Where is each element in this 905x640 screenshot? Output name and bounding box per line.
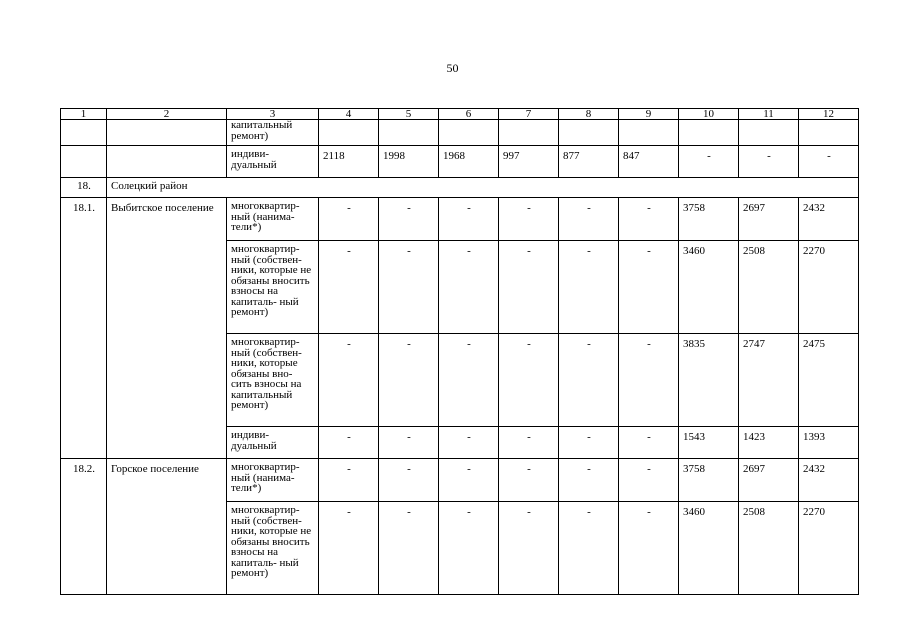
value-cell	[679, 120, 739, 146]
value-cell: -	[379, 502, 439, 595]
settlement-cell: Выбитское поселение	[107, 198, 227, 459]
value-cell: -	[499, 241, 559, 334]
value-cell: -	[439, 334, 499, 427]
value-cell: -	[739, 146, 799, 178]
value-cell: -	[439, 241, 499, 334]
value-cell: 877	[559, 146, 619, 178]
housing-type-cell: многоквартир- ный (нанима- тели*)	[227, 198, 319, 241]
value-cell: 2270	[799, 502, 859, 595]
value-cell: -	[499, 459, 559, 502]
value-cell: -	[559, 427, 619, 459]
row-number-cell: 18.1.	[61, 198, 107, 459]
value-cell: -	[379, 334, 439, 427]
table-row	[61, 146, 859, 178]
value-cell: 2747	[739, 334, 799, 427]
value-cell	[559, 120, 619, 146]
value-cell: -	[439, 198, 499, 241]
value-cell: 2697	[739, 198, 799, 241]
housing-type-cell: многоквартир- ный (собствен- ники, которые обязаны вно- сить взносы на капитальный ремонт)	[227, 334, 319, 427]
header-cell: 12	[799, 109, 859, 120]
district-number-cell: 18.	[61, 178, 107, 198]
value-cell: -	[559, 334, 619, 427]
header-cell: 11	[739, 109, 799, 120]
value-cell: -	[319, 502, 379, 595]
header-cell: 3	[227, 109, 319, 120]
header-cell: 8	[559, 109, 619, 120]
row-number-cell: 18.2.	[61, 459, 107, 595]
value-cell: 1423	[739, 427, 799, 459]
value-cell	[319, 120, 379, 146]
value-cell: -	[559, 502, 619, 595]
value-cell: -	[319, 459, 379, 502]
value-cell: -	[379, 241, 439, 334]
value-cell: 1998	[379, 146, 439, 178]
value-cell: 1968	[439, 146, 499, 178]
housing-type-cell: индиви- дуальный	[227, 427, 319, 459]
value-cell	[379, 120, 439, 146]
value-cell: 2475	[799, 334, 859, 427]
value-cell: -	[319, 334, 379, 427]
value-cell: -	[799, 146, 859, 178]
value-cell: 2508	[739, 241, 799, 334]
header-cell: 7	[499, 109, 559, 120]
value-cell: -	[379, 459, 439, 502]
value-cell: -	[619, 241, 679, 334]
value-cell: 847	[619, 146, 679, 178]
district-name-cell: Солецкий район	[107, 178, 859, 198]
settlement-cell	[107, 146, 227, 178]
housing-type-cell: индиви- дуальный	[227, 146, 319, 178]
value-cell: -	[439, 427, 499, 459]
value-cell: 2508	[739, 502, 799, 595]
value-cell: 3835	[679, 334, 739, 427]
header-cell: 6	[439, 109, 499, 120]
value-cell: 3758	[679, 459, 739, 502]
value-cell: 1543	[679, 427, 739, 459]
value-cell: -	[619, 198, 679, 241]
value-cell: -	[499, 334, 559, 427]
table-row	[61, 120, 859, 146]
value-cell: 2697	[739, 459, 799, 502]
value-cell: -	[319, 198, 379, 241]
value-cell: 2432	[799, 198, 859, 241]
table-row	[61, 459, 859, 502]
row-number-cell	[61, 146, 107, 178]
header-cell: 10	[679, 109, 739, 120]
value-cell: 2432	[799, 459, 859, 502]
table-row	[61, 198, 859, 241]
header-cell: 5	[379, 109, 439, 120]
value-cell: -	[379, 198, 439, 241]
settlement-cell	[107, 120, 227, 146]
settlement-cell: Горское поселение	[107, 459, 227, 595]
value-cell: -	[499, 502, 559, 595]
value-cell: -	[319, 241, 379, 334]
value-cell	[499, 120, 559, 146]
value-cell: 3758	[679, 198, 739, 241]
value-cell: 3460	[679, 241, 739, 334]
value-cell: -	[499, 427, 559, 459]
housing-type-cell: многоквартир- ный (собствен- ники, которые не обязаны вносить взносы на капиталь- ный ремонт)	[227, 502, 319, 595]
value-cell: 1393	[799, 427, 859, 459]
district-row	[61, 178, 859, 198]
value-cell: -	[619, 459, 679, 502]
value-cell: -	[439, 459, 499, 502]
value-cell: -	[559, 459, 619, 502]
header-cell: 4	[319, 109, 379, 120]
header-cell: 2	[107, 109, 227, 120]
housing-type-cell: многоквартир- ный (нанима- тели*)	[227, 459, 319, 502]
value-cell: -	[619, 502, 679, 595]
value-cell: -	[619, 334, 679, 427]
value-cell	[439, 120, 499, 146]
housing-type-cell: капитальный ремонт)	[227, 120, 319, 146]
value-cell: -	[319, 427, 379, 459]
value-cell	[619, 120, 679, 146]
value-cell: 3460	[679, 502, 739, 595]
value-cell: -	[439, 502, 499, 595]
tariff-table	[60, 108, 859, 595]
header-row	[61, 109, 859, 120]
value-cell: -	[559, 241, 619, 334]
header-cell: 9	[619, 109, 679, 120]
value-cell: -	[619, 427, 679, 459]
value-cell: 997	[499, 146, 559, 178]
value-cell: 2270	[799, 241, 859, 334]
value-cell	[799, 120, 859, 146]
value-cell: -	[679, 146, 739, 178]
header-cell: 1	[61, 109, 107, 120]
value-cell: 2118	[319, 146, 379, 178]
housing-type-cell: многоквартир- ный (собствен- ники, которые не обязаны вносить взносы на капиталь- ный ремонт)	[227, 241, 319, 334]
value-cell: -	[559, 198, 619, 241]
value-cell: -	[379, 427, 439, 459]
value-cell: -	[499, 198, 559, 241]
row-number-cell	[61, 120, 107, 146]
value-cell	[739, 120, 799, 146]
page-number: 50	[446, 61, 459, 75]
